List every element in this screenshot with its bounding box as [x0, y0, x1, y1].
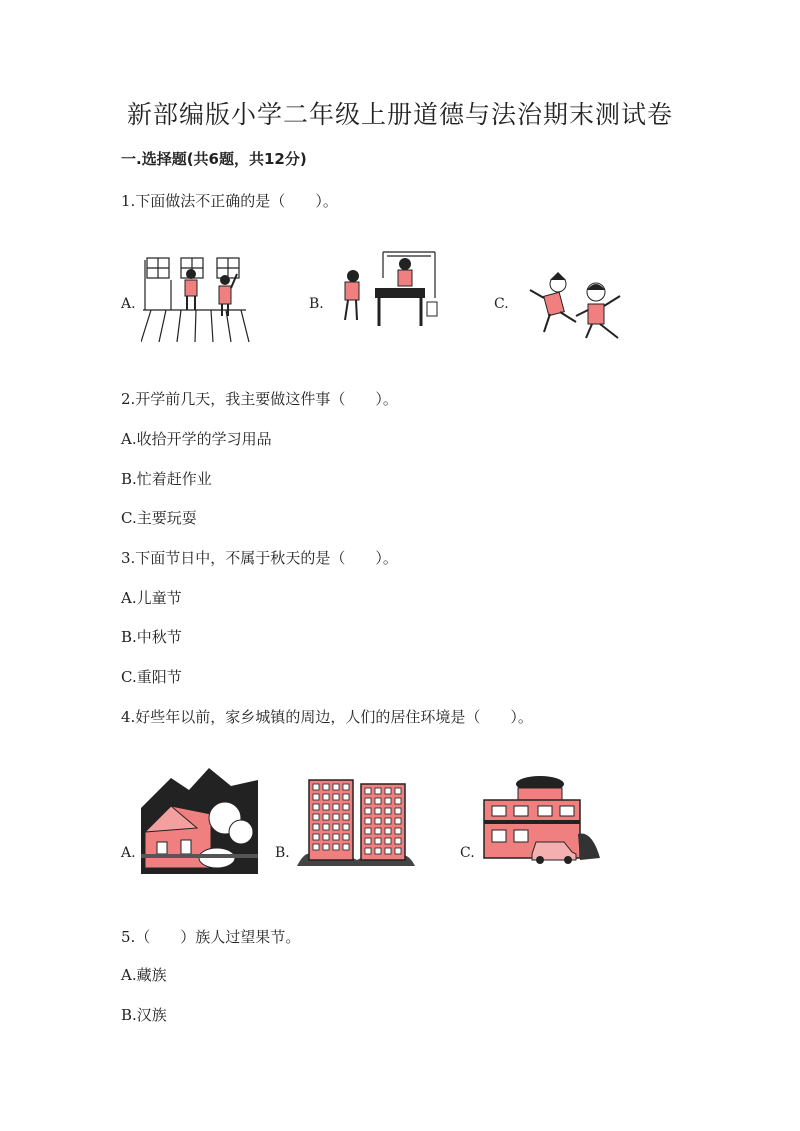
question-1-option-b-label: B.: [309, 296, 324, 312]
apartment-buildings-illustration: [297, 776, 415, 868]
children-at-desk-illustration: [335, 248, 440, 333]
question-3-option-a: A.儿童节: [121, 589, 182, 607]
question-1-option-c-label: C.: [494, 296, 509, 312]
question-5-option-a: A.藏族: [121, 966, 167, 984]
question-1-stem: 1.下面做法不正确的是（ ）。: [121, 192, 338, 210]
question-1-option-a-label: A.: [121, 296, 136, 312]
question-2-option-b: B.忙着赶作业: [121, 470, 212, 488]
question-3-option-b: B.中秋节: [121, 628, 182, 646]
countryside-house-illustration: [141, 768, 258, 874]
question-4-option-a-label: A.: [121, 845, 136, 861]
question-2-stem: 2.开学前几天，我主要做这件事（ ）。: [121, 390, 398, 408]
question-5-option-b: B.汉族: [121, 1006, 167, 1024]
question-2-option-a: A.收拾开学的学习用品: [121, 430, 272, 448]
modern-house-with-car-illustration: [480, 774, 602, 866]
question-5-stem: 5.（ ）族人过望果节。: [121, 928, 301, 946]
question-2-option-c: C.主要玩耍: [121, 509, 197, 527]
question-4-option-c-label: C.: [460, 845, 475, 861]
children-at-window-illustration: [141, 250, 281, 345]
question-4-option-b-label: B.: [275, 845, 290, 861]
page-title: 新部编版小学二年级上册道德与法治期末测试卷: [126, 100, 673, 129]
section-heading: 一.选择题(共6题，共12分): [121, 150, 307, 168]
question-3-stem: 3.下面节日中，不属于秋天的是（ ）。: [121, 549, 398, 567]
question-4-stem: 4.好些年以前，家乡城镇的周边，人们的居住环境是（ ）。: [121, 708, 533, 726]
children-fighting-illustration: [520, 268, 628, 344]
question-3-option-c: C.重阳节: [121, 668, 182, 686]
